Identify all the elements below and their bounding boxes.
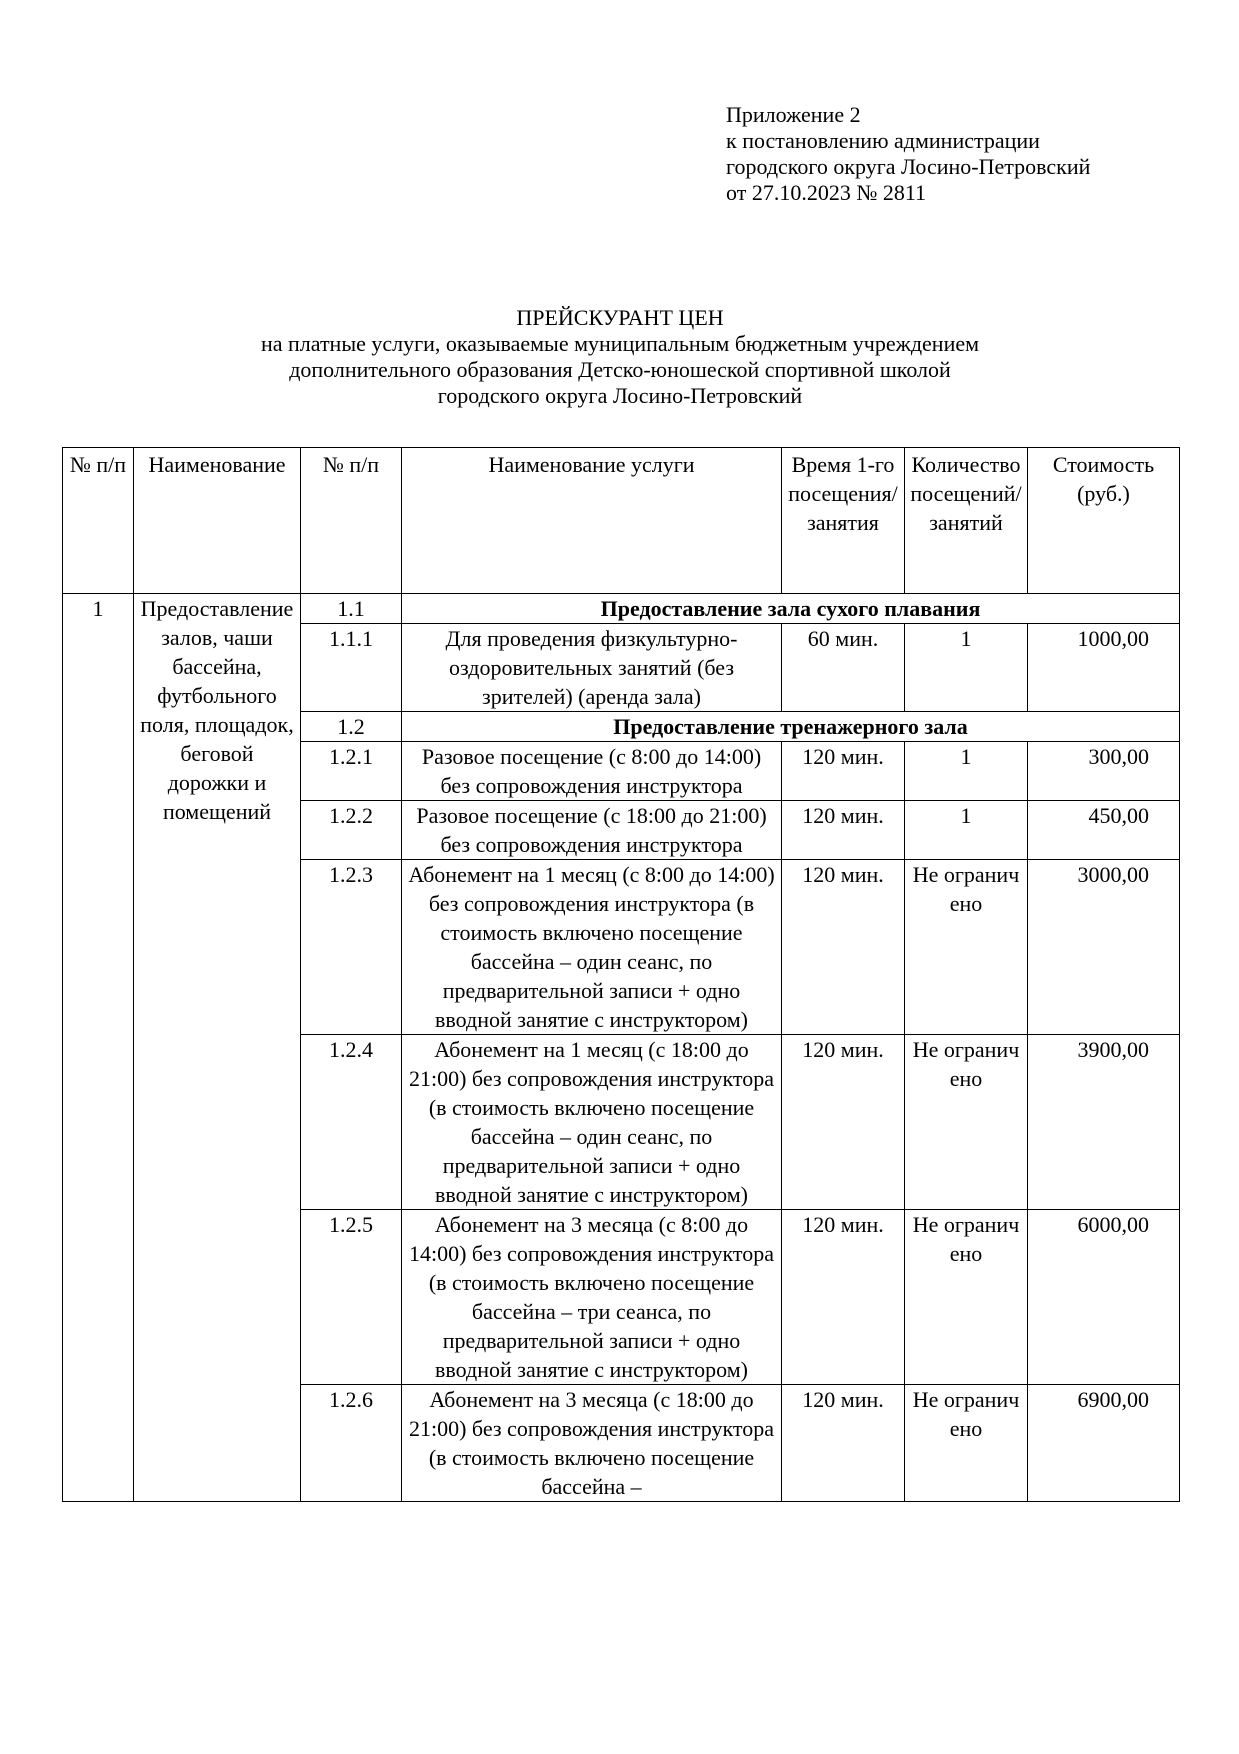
approval-line: Приложение 2 <box>726 102 861 127</box>
row-count: 1 <box>905 624 1028 712</box>
title-line: городского округа Лосино-Петровский <box>437 383 803 408</box>
header-time: Время 1-го посещения/занятия <box>782 448 905 594</box>
row-time: 120 мин. <box>782 801 905 860</box>
row-count: Не ограничено <box>905 860 1028 1035</box>
header-sub-num: № п/п <box>301 448 402 594</box>
row-count: Не ограничено <box>905 1210 1028 1385</box>
section-title: Предоставление зала сухого плавания <box>402 594 1180 624</box>
title-line: на платные услуги, оказываемые муниципальным бюджетным учреждением <box>260 331 980 356</box>
row-count: 1 <box>905 742 1028 801</box>
row-num: 1.2.4 <box>301 1035 402 1210</box>
header-num: № п/п <box>63 448 134 594</box>
row-count: 1 <box>905 801 1028 860</box>
row-service: Разовое посещение (с 18:00 до 21:00) без сопровождения инструктора <box>402 801 782 860</box>
row-count: Не ограничено <box>905 1035 1028 1210</box>
row-service: Абонемент на 3 месяца (с 8:00 до 14:00) без сопровождения инструктора (в стоимость включено посещение бассейна – три сеанса, по предварительной записи + одно вводной занятие с инструктором) <box>402 1210 782 1385</box>
row-time: 60 мин. <box>782 624 905 712</box>
row-price: 6900,00 <box>1028 1385 1180 1502</box>
row-price: 300,00 <box>1028 742 1180 801</box>
row-num: 1.2.5 <box>301 1210 402 1385</box>
row-service: Абонемент на 1 месяц (с 18:00 до 21:00) без сопровождения инструктора (в стоимость включено посещение бассейна – один сеанс, по предварительной записи + одно вводной занятие с инструктором) <box>402 1035 782 1210</box>
row-num: 1.1.1 <box>301 624 402 712</box>
section-row <box>63 594 1180 624</box>
row-time: 120 мин. <box>782 1210 905 1385</box>
row-service: Абонемент на 3 месяца (с 18:00 до 21:00) без сопровождения инструктора (в стоимость включено посещение бассейна – <box>402 1385 782 1502</box>
header-name: Наименование <box>134 448 301 594</box>
header-service: Наименование услуги <box>402 448 782 594</box>
approval-block <box>726 102 1206 206</box>
row-time: 120 мин. <box>782 860 905 1035</box>
row-time: 120 мин. <box>782 742 905 801</box>
row-price: 3900,00 <box>1028 1035 1180 1210</box>
approval-line: от 27.10.2023 № 2811 <box>726 180 926 205</box>
document-title <box>62 305 1178 409</box>
row-count: Не ограничено <box>905 1385 1028 1502</box>
title-heading: ПРЕЙСКУРАНТ ЦЕН <box>516 305 724 330</box>
row-time: 120 мин. <box>782 1385 905 1502</box>
section-num: 1.2 <box>301 712 402 742</box>
table-header-row <box>63 448 1180 594</box>
row-price: 6000,00 <box>1028 1210 1180 1385</box>
row-service: Абонемент на 1 месяц (с 8:00 до 14:00) без сопровождения инструктора (в стоимость включено посещение бассейна – один сеанс, по предварительной записи + одно вводной занятие с инструктором) <box>402 860 782 1035</box>
approval-line: к постановлению администрации <box>726 128 1040 153</box>
group-num: 1 <box>63 594 134 1502</box>
row-price: 3000,00 <box>1028 860 1180 1035</box>
approval-line: городского округа Лосино-Петровский <box>726 154 1091 179</box>
title-line: дополнительного образования Детско-юношеской спортивной школой <box>289 357 951 382</box>
section-title: Предоставление тренажерного зала <box>402 712 1180 742</box>
row-price: 450,00 <box>1028 801 1180 860</box>
row-num: 1.2.6 <box>301 1385 402 1502</box>
header-count: Количество посещений/занятий <box>905 448 1028 594</box>
group-name: Предоставление залов, чаши бассейна, футбольного поля, площадок, беговой дорожки и помещений <box>134 594 301 1502</box>
row-time: 120 мин. <box>782 1035 905 1210</box>
row-num: 1.2.3 <box>301 860 402 1035</box>
price-table <box>62 447 1180 1502</box>
section-num: 1.1 <box>301 594 402 624</box>
row-service: Для проведения физкультурно-оздоровительных занятий (без зрителей) (аренда зала) <box>402 624 782 712</box>
row-price: 1000,00 <box>1028 624 1180 712</box>
row-service: Разовое посещение (с 8:00 до 14:00) без сопровождения инструктора <box>402 742 782 801</box>
header-price: Стоимость (руб.) <box>1028 448 1180 594</box>
row-num: 1.2.2 <box>301 801 402 860</box>
row-num: 1.2.1 <box>301 742 402 801</box>
